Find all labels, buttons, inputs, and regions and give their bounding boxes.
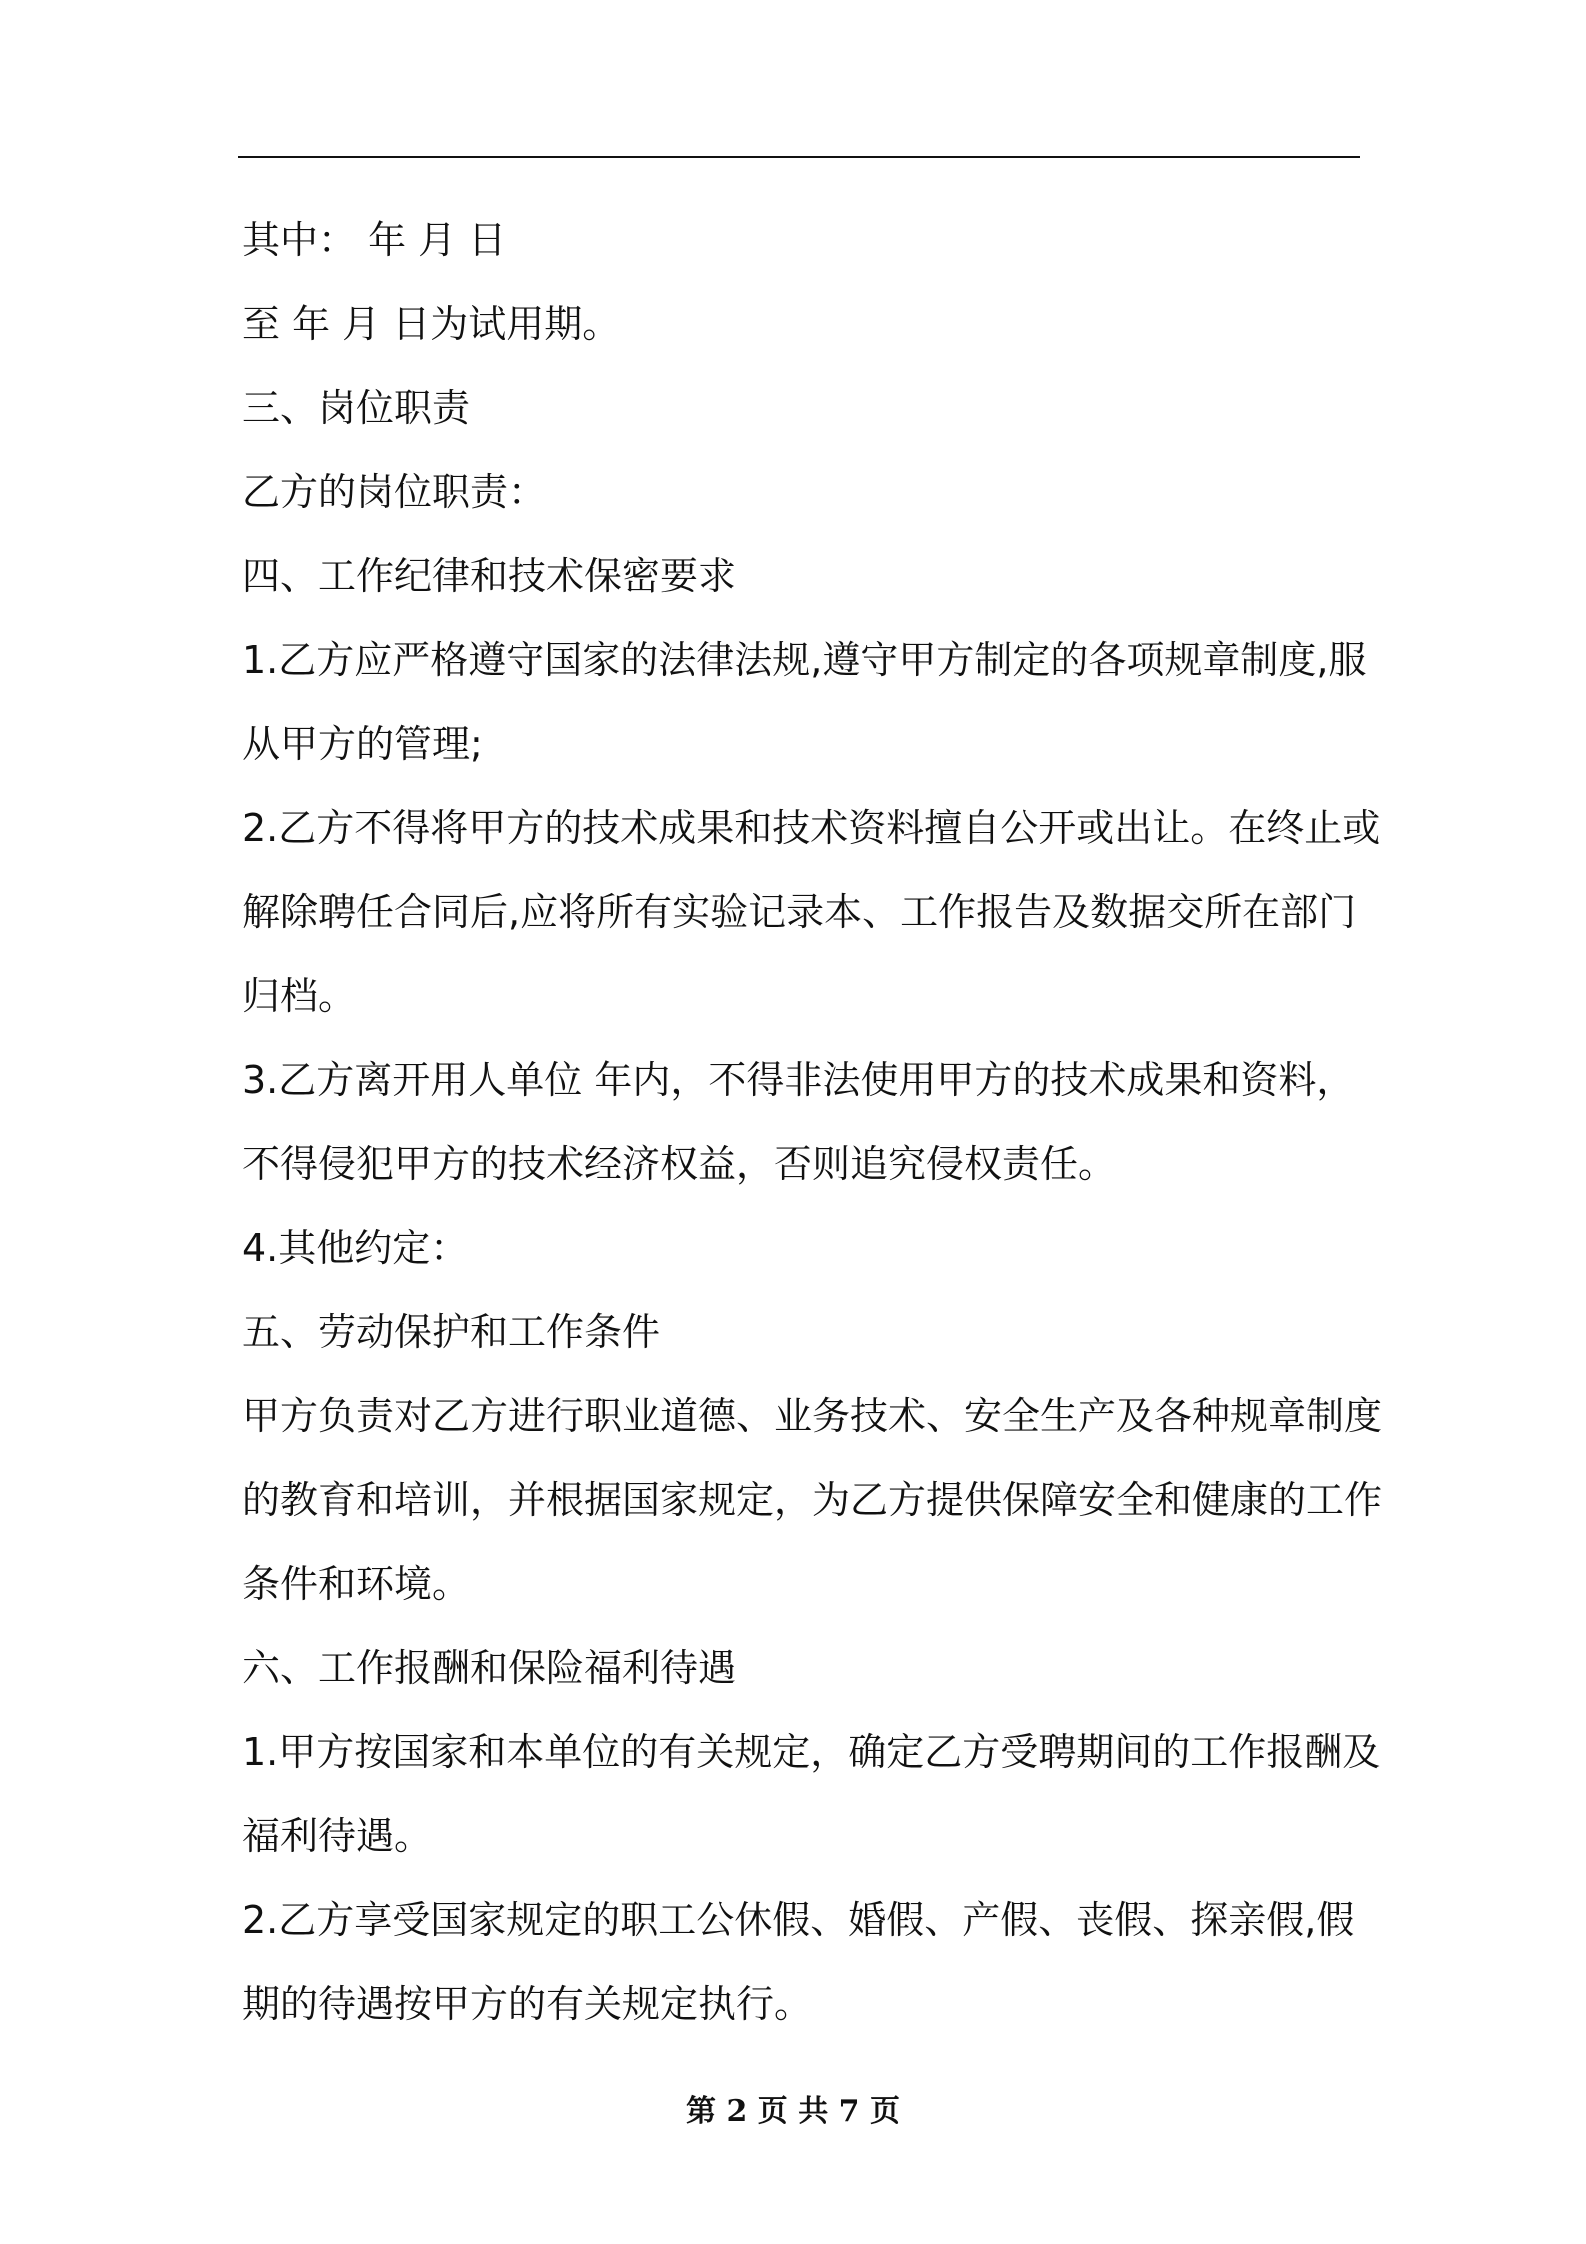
- text-line: 至 年 月 日为试用期。: [242, 302, 621, 346]
- text-line: 其中： 年 月 日: [242, 218, 507, 262]
- header-rule: [238, 156, 1360, 158]
- text-line: 期的待遇按甲方的有关规定执行。: [242, 1982, 813, 2026]
- text-line: 不得侵犯甲方的技术经济权益，否则追究侵权责任。: [242, 1142, 1117, 1186]
- section-heading: 六、工作报酬和保险福利待遇: [242, 1646, 737, 1690]
- section-heading: 四、工作纪律和技术保密要求: [242, 554, 737, 598]
- section-heading: 三、岗位职责: [242, 386, 471, 430]
- text-line: 甲方负责对乙方进行职业道德、业务技术、安全生产及各种规章制度: [242, 1394, 1383, 1438]
- text-line: 条件和环境。: [242, 1562, 471, 1606]
- text-line: 2.乙方享受国家规定的职工公休假、婚假、产假、丧假、探亲假,假: [242, 1898, 1355, 1942]
- text-line: 2.乙方不得将甲方的技术成果和技术资料擅自公开或出让。在终止或: [242, 806, 1381, 850]
- text-line: 的教育和培训，并根据国家规定，为乙方提供保障安全和健康的工作: [242, 1478, 1383, 1522]
- text-line: 1.甲方按国家和本单位的有关规定，确定乙方受聘期间的工作报酬及: [242, 1730, 1381, 1774]
- text-line: 乙方的岗位职责：: [242, 470, 547, 514]
- text-line: 福利待遇。: [242, 1814, 433, 1858]
- page-number: 第 2 页 共 7 页: [686, 2094, 900, 2129]
- document-body: [242, 198, 1383, 2046]
- text-line: 3.乙方离开用人单位 年内，不得非法使用甲方的技术成果和资料，: [242, 1058, 1355, 1102]
- text-line: 4.其他约定：: [242, 1226, 469, 1270]
- section-heading: 五、劳动保护和工作条件: [242, 1310, 661, 1354]
- text-line: 归档。: [242, 974, 357, 1018]
- text-line: 从甲方的管理;: [242, 722, 483, 766]
- text-line: 1.乙方应严格遵守国家的法律法规,遵守甲方制定的各项规章制度,服: [242, 638, 1367, 682]
- text-line: 解除聘任合同后,应将所有实验记录本、工作报告及数据交所在部门: [242, 890, 1357, 934]
